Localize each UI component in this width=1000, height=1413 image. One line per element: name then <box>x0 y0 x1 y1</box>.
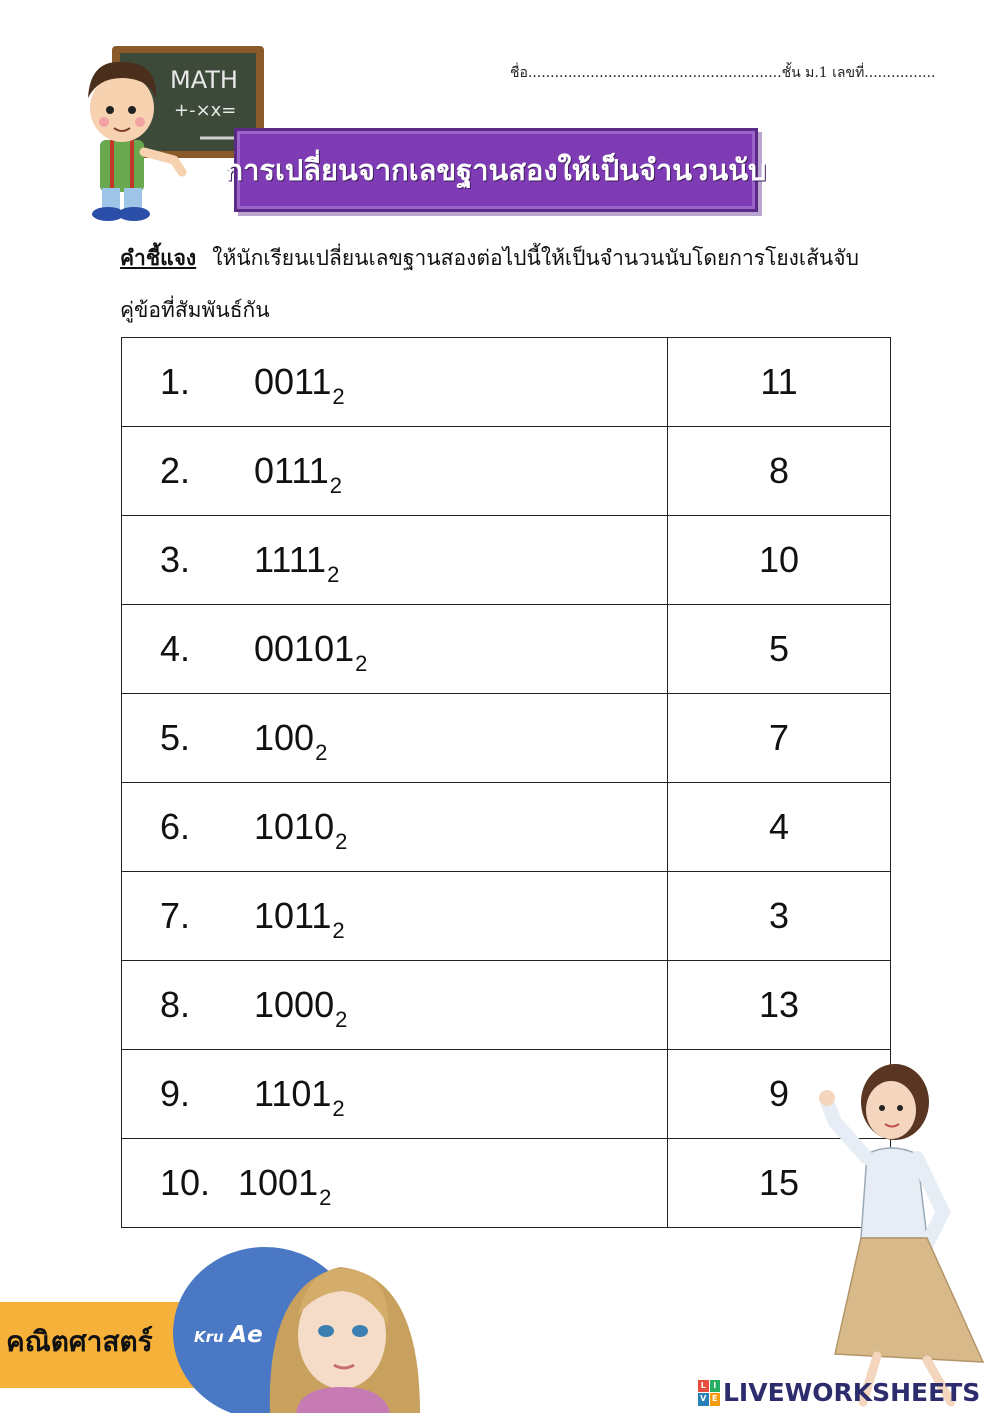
match-row-3 <box>122 516 891 605</box>
base-subscript: 2 <box>332 1096 345 1121</box>
match-row-4 <box>122 605 891 694</box>
binary-cell-6[interactable] <box>122 783 668 872</box>
logo-letter-e: E <box>710 1393 721 1406</box>
binary-digits: 1111 <box>254 539 327 580</box>
decimal-answer-cell-5[interactable] <box>668 694 891 783</box>
match-row-10 <box>122 1139 891 1228</box>
item-number: 1. <box>160 361 191 402</box>
binary-cell-8[interactable] <box>122 961 668 1050</box>
instructions-text: ให้นักเรียนเปลี่ยนเลขฐานสองต่อไปนี้ให้เป็นจำนวนนับโดยการโยงเส้นจับคู่ข้อที่สัมพันธ์กัน <box>120 246 859 322</box>
decimal-answer: 13 <box>758 984 800 1025</box>
binary-number <box>254 628 368 676</box>
binary-digits: 0111 <box>254 450 329 491</box>
ae-text: Ae <box>229 1322 263 1348</box>
decimal-answer: 10 <box>758 539 800 580</box>
binary-number <box>254 806 348 854</box>
decimal-answer-cell-1[interactable] <box>668 338 891 427</box>
base-subscript: 2 <box>327 562 340 587</box>
item-number: 9. <box>160 1073 191 1114</box>
binary-number <box>254 895 345 943</box>
instructions <box>120 232 860 336</box>
item-number: 10. <box>160 1162 211 1203</box>
decimal-answer: 11 <box>760 361 798 402</box>
chalkboard-text-symbols: +-×x= <box>174 100 237 121</box>
matching-table <box>121 337 891 1228</box>
logo-letter-l: L <box>698 1380 709 1393</box>
liveworksheets-logo-icon <box>698 1380 720 1406</box>
binary-cell-3[interactable] <box>122 516 668 605</box>
binary-cell-7[interactable] <box>122 872 668 961</box>
binary-number <box>254 539 340 587</box>
base-subscript: 2 <box>329 473 342 498</box>
binary-cell-5[interactable] <box>122 694 668 783</box>
binary-number <box>254 1073 345 1121</box>
base-subscript: 2 <box>335 829 348 854</box>
item-number: 8. <box>160 984 191 1025</box>
match-row-9 <box>122 1050 891 1139</box>
match-row-1 <box>122 338 891 427</box>
binary-digits: 00101 <box>254 628 355 669</box>
decimal-answer: 5 <box>768 628 790 669</box>
item-number: 3. <box>160 539 191 580</box>
base-subscript: 2 <box>355 651 368 676</box>
binary-digits: 100 <box>254 717 315 758</box>
decimal-answer: 8 <box>768 450 790 491</box>
chalkboard-text-math: MATH <box>170 66 238 94</box>
decimal-answer-cell-4[interactable] <box>668 605 891 694</box>
footer-subject-label: คณิตศาสตร์ <box>6 1325 153 1358</box>
liveworksheets-brand[interactable] <box>698 1378 980 1407</box>
decimal-answer: 4 <box>768 806 790 847</box>
worksheet-title: การเปลี่ยนจากเลขฐานสองให้เป็นจำนวนนับ <box>225 153 767 187</box>
binary-number <box>254 984 348 1032</box>
binary-digits: 1011 <box>254 895 332 936</box>
binary-cell-1[interactable] <box>122 338 668 427</box>
binary-number <box>238 1162 332 1210</box>
binary-digits: 1001 <box>238 1162 319 1203</box>
kru-ae-label <box>194 1322 263 1348</box>
decimal-answer-cell-8[interactable] <box>668 961 891 1050</box>
teacher-woman-illustration <box>815 1062 1000 1413</box>
base-subscript: 2 <box>315 740 328 765</box>
binary-digits: 1000 <box>254 984 335 1025</box>
binary-cell-9[interactable] <box>122 1050 668 1139</box>
item-number: 5. <box>160 717 191 758</box>
decimal-answer: 9 <box>768 1073 790 1114</box>
base-subscript: 2 <box>319 1185 332 1210</box>
liveworksheets-text: LIVEWORKSHEETS <box>723 1378 981 1407</box>
decimal-answer-cell-3[interactable] <box>668 516 891 605</box>
binary-cell-2[interactable] <box>122 427 668 516</box>
match-row-5 <box>122 694 891 783</box>
decimal-answer-cell-7[interactable] <box>668 872 891 961</box>
decimal-answer: 3 <box>768 895 790 936</box>
binary-cell-10[interactable] <box>122 1139 668 1228</box>
binary-digits: 0011 <box>254 361 332 402</box>
binary-number <box>254 717 328 765</box>
base-subscript: 2 <box>335 1007 348 1032</box>
logo-letter-v: V <box>698 1393 709 1406</box>
decimal-answer-cell-2[interactable] <box>668 427 891 516</box>
item-number: 2. <box>160 450 191 491</box>
base-subscript: 2 <box>332 918 345 943</box>
match-row-7 <box>122 872 891 961</box>
kru-text: Kru <box>194 1328 224 1346</box>
base-subscript: 2 <box>332 384 345 409</box>
title-banner <box>225 128 767 212</box>
match-row-8 <box>122 961 891 1050</box>
match-row-2 <box>122 427 891 516</box>
decimal-answer: 7 <box>768 717 790 758</box>
binary-number <box>254 450 342 498</box>
item-number: 7. <box>160 895 191 936</box>
item-number: 6. <box>160 806 191 847</box>
item-number: 4. <box>160 628 191 669</box>
instructions-label: คำชี้แจง <box>120 245 197 270</box>
decimal-answer-cell-6[interactable] <box>668 783 891 872</box>
logo-letter-i: I <box>710 1380 721 1393</box>
binary-number <box>254 361 345 409</box>
name-class-number-line: ชื่อ.........................................................ชั้น ม.1 เลขที่................ <box>510 65 936 81</box>
binary-digits: 1101 <box>254 1073 332 1114</box>
match-row-6 <box>122 783 891 872</box>
binary-digits: 1010 <box>254 806 335 847</box>
binary-cell-4[interactable] <box>122 605 668 694</box>
decimal-answer: 15 <box>758 1162 800 1203</box>
